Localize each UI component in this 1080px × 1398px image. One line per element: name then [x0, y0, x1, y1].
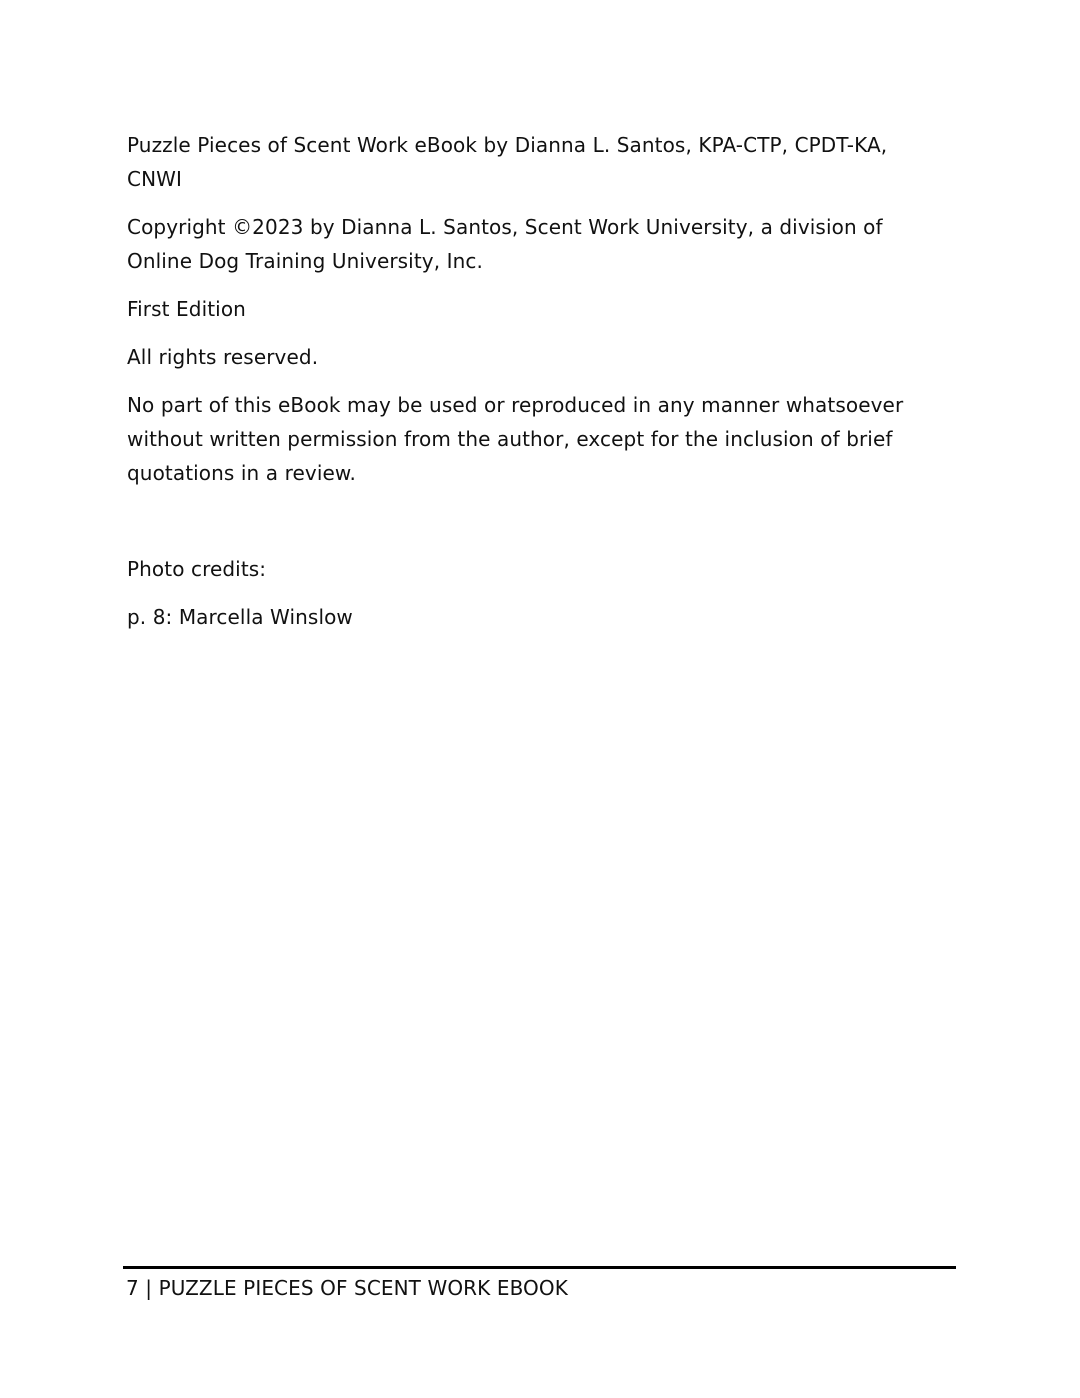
footer-page-label: 7 | PUZZLE PIECES OF SCENT WORK EBOOK: [126, 1276, 568, 1300]
page-content: [127, 128, 947, 648]
title-line: Puzzle Pieces of Scent Work eBook by Dianna L. Santos, KPA-CTP, CPDT-KA, CNWI: [127, 133, 888, 191]
section-spacer: [127, 504, 947, 552]
photo-credits-heading: Photo credits:: [127, 557, 267, 581]
permission-statement: No part of this eBook may be used or reproduced in any manner whatsoever without written permission from the author, except for the inclusion of brief quotations in a review.: [127, 393, 904, 485]
photo-credit-item: p. 8: Marcella Winslow: [127, 605, 353, 629]
footer-divider: [123, 1266, 956, 1269]
copyright-notice: Copyright ©2023 by Dianna L. Santos, Scent Work University, a division of Online Dog Training University, Inc.: [127, 215, 883, 273]
edition-label: First Edition: [127, 297, 246, 321]
rights-statement: All rights reserved.: [127, 345, 319, 369]
